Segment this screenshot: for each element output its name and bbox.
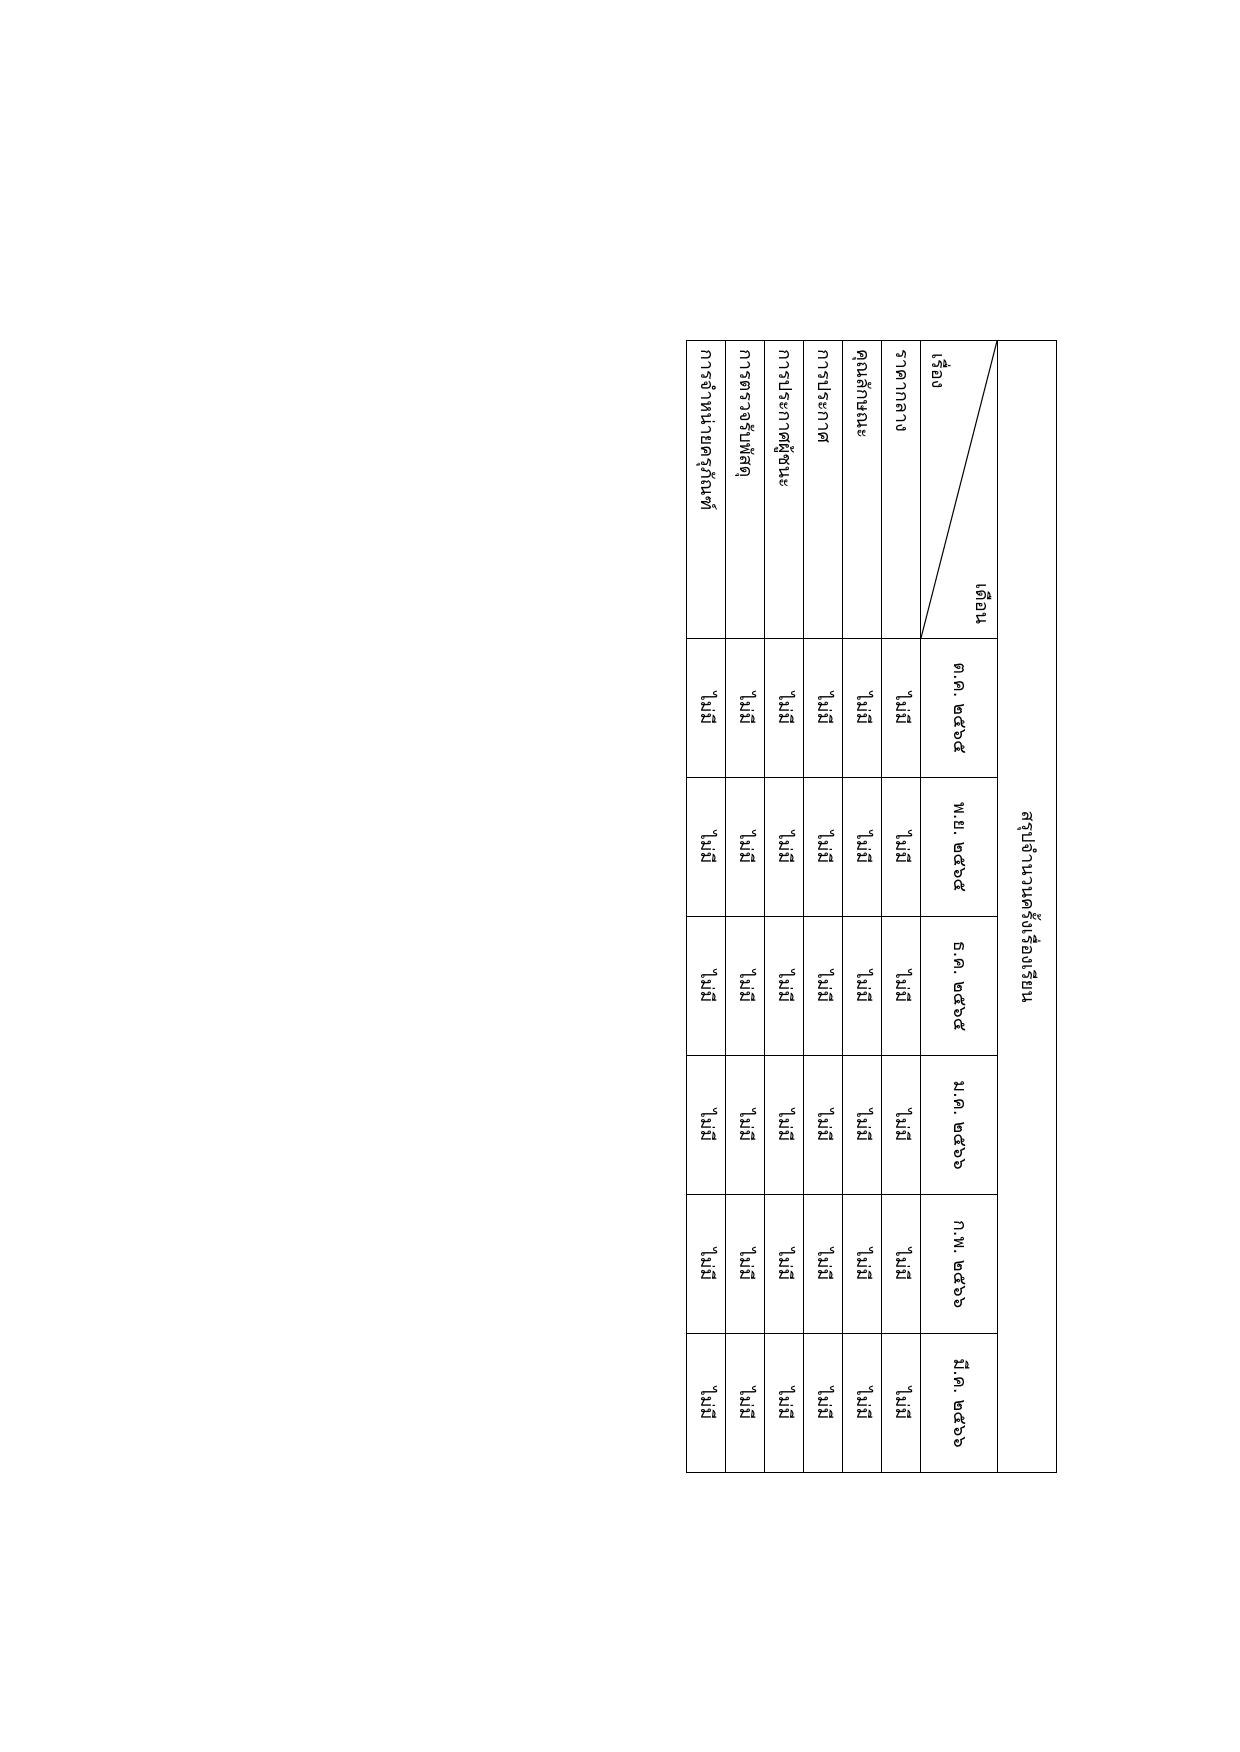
month-header: พ.ย. ๒๕๖๕ [921, 778, 998, 917]
table-cell: ไม่มี [843, 1056, 882, 1195]
summary-table [686, 340, 1057, 1473]
table-cell: ไม่มี [726, 1334, 765, 1473]
table-cell: ไม่มี [687, 778, 726, 917]
table-cell: ไม่มี [726, 1056, 765, 1195]
corner-month-label: เดือน [971, 583, 992, 624]
table-cell: ไม่มี [804, 1195, 843, 1334]
row-topic: การจำหน่ายครุภัณฑ์ [687, 341, 726, 639]
table-cell: ไม่มี [843, 778, 882, 917]
header-row [921, 341, 998, 1473]
table-cell: ไม่มี [804, 917, 843, 1056]
table-cell: ไม่มี [882, 917, 921, 1056]
table-cell: ไม่มี [804, 639, 843, 778]
month-header: ก.พ. ๒๕๖๖ [921, 1195, 998, 1334]
table-cell: ไม่มี [882, 778, 921, 917]
table-cell: ไม่มี [687, 917, 726, 1056]
month-header: ธ.ค. ๒๕๖๕ [921, 917, 998, 1056]
row-topic: ราคากลาง [882, 341, 921, 639]
table-cell: ไม่มี [687, 639, 726, 778]
table-cell: ไม่มี [843, 639, 882, 778]
row-topic: คุณลักษณะ [843, 341, 882, 639]
table-cell: ไม่มี [765, 778, 804, 917]
table-cell: ไม่มี [765, 1056, 804, 1195]
table-row [726, 341, 765, 1473]
table-cell: ไม่มี [765, 917, 804, 1056]
table-cell: ไม่มี [765, 1334, 804, 1473]
table-cell: ไม่มี [804, 778, 843, 917]
row-topic: การตรวจรับพัสดุ [726, 341, 765, 639]
table-cell: ไม่มี [687, 1195, 726, 1334]
table-cell: ไม่มี [882, 639, 921, 778]
table-row [687, 341, 726, 1473]
table-cell: ไม่มี [726, 639, 765, 778]
month-header: ต.ค. ๒๕๖๕ [921, 639, 998, 778]
row-topic: การประกาศผู้ชนะ [765, 341, 804, 639]
table-title: สรุปจำนวนครั้งเรื่องเรียน [998, 341, 1057, 1473]
table-cell: ไม่มี [726, 778, 765, 917]
table-cell: ไม่มี [882, 1195, 921, 1334]
table-cell: ไม่มี [882, 1334, 921, 1473]
table-cell: ไม่มี [687, 1056, 726, 1195]
table-row [843, 341, 882, 1473]
table-cell: ไม่มี [843, 1195, 882, 1334]
table-cell: ไม่มี [843, 917, 882, 1056]
table-row [765, 341, 804, 1473]
corner-cell [921, 341, 998, 639]
table-cell: ไม่มี [804, 1334, 843, 1473]
month-header: ม.ค. ๒๕๖๖ [921, 1056, 998, 1195]
table-cell: ไม่มี [843, 1334, 882, 1473]
table-cell: ไม่มี [765, 1195, 804, 1334]
table-row [882, 341, 921, 1473]
table-cell: ไม่มี [804, 1056, 843, 1195]
table-row [804, 341, 843, 1473]
table-cell: ไม่มี [882, 1056, 921, 1195]
table-cell: ไม่มี [687, 1334, 726, 1473]
rotated-table-container [691, 340, 1057, 1472]
table-cell: ไม่มี [726, 1195, 765, 1334]
corner-topic-label: เรื่อง [926, 353, 948, 389]
table-cell: ไม่มี [726, 917, 765, 1056]
row-topic: การประกาศ [804, 341, 843, 639]
month-header: มี.ค. ๒๕๖๖ [921, 1334, 998, 1473]
table-cell: ไม่มี [765, 639, 804, 778]
